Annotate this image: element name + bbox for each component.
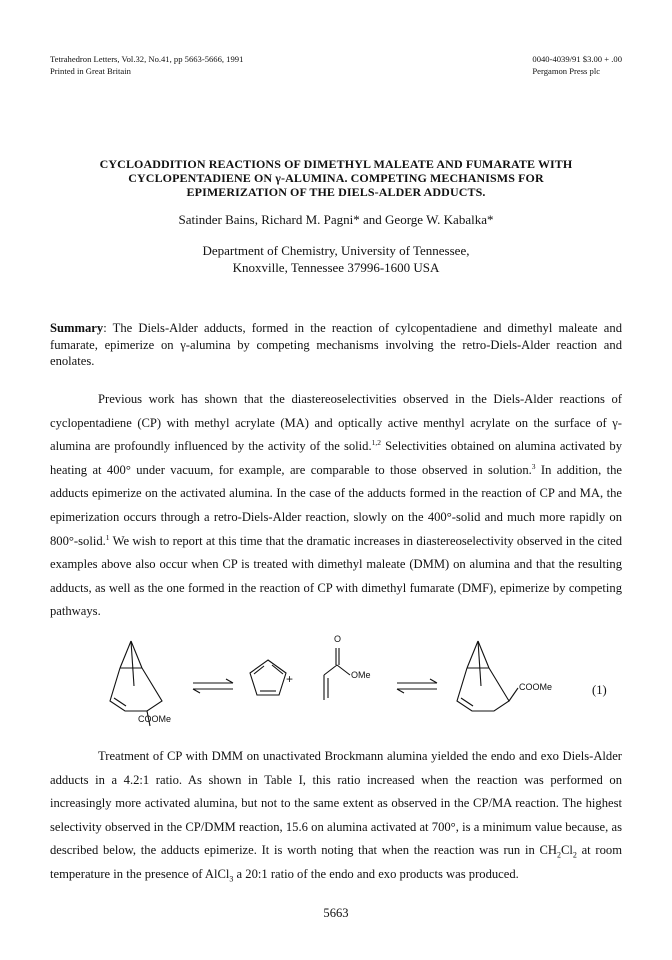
methoxy-label: OMe bbox=[351, 670, 371, 680]
summary-paragraph bbox=[50, 320, 622, 370]
printed-in-line: Printed in Great Britain bbox=[50, 66, 131, 76]
paragraph-text: Previous work has shown that the diastereoselectivities observed in the Diels-Alder reactions of cyclopentadiene (CP) with methyl acrylate (MA) and optically active menthyl acrylate on the surface of γ-alumina are profoundly influenced by the activity of the solid. bbox=[50, 392, 622, 454]
equilibrium-arrow bbox=[397, 679, 437, 693]
body-paragraph bbox=[50, 388, 622, 624]
cyclopentadiene-structure bbox=[250, 660, 286, 695]
summary-text: : The Diels-Alder adducts, formed in the reaction of cylcopentadiene and dimethyl maleate and fumarate, epimerize on γ-alumina by competing mechanisms involving the retro-Diels-Alder reaction and enolates. bbox=[50, 321, 622, 368]
affiliation-line: Department of Chemistry, University of Tennessee, bbox=[202, 243, 470, 258]
reaction-scheme bbox=[50, 628, 622, 728]
exo-ester-label: COOMe bbox=[519, 682, 553, 692]
carbonyl-oxygen-label: O bbox=[334, 634, 342, 644]
title-line: EPIMERIZATION OF THE DIELS-ALDER ADDUCTS. bbox=[186, 185, 486, 199]
endo-ester-label: COOMe bbox=[138, 714, 172, 724]
paragraph-text: at room temperature in the presence of AlCl bbox=[50, 843, 622, 881]
publisher-line: Pergamon Press plc bbox=[532, 66, 601, 76]
body-paragraph bbox=[50, 745, 622, 887]
price-code bbox=[532, 53, 622, 77]
paragraph-text: We wish to report at this time that the dramatic increases in diastereoselectivity observed in the cited examples above also occur when CP is treated with dimethyl maleate (DMM) on alumina and that the resulting adducts, as well as the one formed in the reaction of CP with dimethyl fumarate (DMF), epimerize by competing pathways. bbox=[50, 533, 622, 619]
paragraph-text: In addition, the adducts epimerize on the activated alumina. In the case of the adducts formed in the reaction of CP and MA, the epimerization occurs through a retro-Diels-Alder reaction, slowly on the 400°-solid and much more rapidly on 800°-solid. bbox=[50, 462, 622, 548]
issn-price-line: 0040-4039/91 $3.00 + .00 bbox=[532, 54, 622, 64]
title-line: CYCLOADDITION REACTIONS OF DIMETHYL MALEATE AND FUMARATE WITH bbox=[99, 157, 573, 171]
article-title bbox=[50, 157, 622, 199]
title-line: CYCLOPENTADIENE ON γ-ALUMINA. COMPETING MECHANISMS FOR bbox=[128, 171, 544, 185]
page-number: 5663 bbox=[323, 906, 349, 920]
citation-line: Tetrahedron Letters, Vol.32, No.41, pp 5663-5666, 1991 bbox=[50, 54, 244, 64]
author-list: Satinder Bains, Richard M. Pagni* and George W. Kabalka* bbox=[178, 212, 494, 227]
paragraph-text: a 20:1 ratio of the endo and exo products was produced. bbox=[233, 866, 519, 881]
plus-sign: + bbox=[286, 672, 294, 686]
paragraph-text: Treatment of CP with DMM on unactivated Brockmann alumina yielded the endo and exo Diels-Alder adducts in a 4.2:1 ratio. As shown in Table I, this ratio increased when the reaction was performed on increasingly more activated alumina, but not to the same extent as observed in the CP/MA reaction. The highest selectivity observed in the CP/DMM reaction, 15.6 on alumina activated at 700°, is a minimum value because, as described below, the adducts epimerize. It is worth noting that when the reaction was run in CH bbox=[50, 749, 622, 858]
reference-superscript: 1,2 bbox=[371, 438, 382, 447]
equation-number: (1) bbox=[592, 683, 607, 697]
paragraph-text: Cl bbox=[560, 843, 573, 858]
reference-superscript: 3 bbox=[531, 461, 536, 471]
equilibrium-arrow bbox=[193, 679, 233, 693]
subscript: 2 bbox=[572, 850, 577, 860]
affiliation-line: Knoxville, Tennessee 37996-1600 USA bbox=[232, 260, 440, 275]
methyl-acrylate-structure bbox=[324, 648, 350, 700]
summary-label: Summary bbox=[50, 321, 104, 335]
reference-superscript: 1 bbox=[105, 532, 110, 542]
subscript: 2 bbox=[556, 850, 561, 860]
exo-adduct-structure bbox=[457, 641, 518, 711]
subscript: 3 bbox=[229, 874, 234, 884]
affiliation bbox=[50, 242, 622, 276]
journal-citation bbox=[50, 53, 243, 77]
paragraph-text: Selectivities obtained on alumina activated by heating at 400° under vacuum, for example, are comparable to those observed in solution. bbox=[50, 439, 623, 477]
